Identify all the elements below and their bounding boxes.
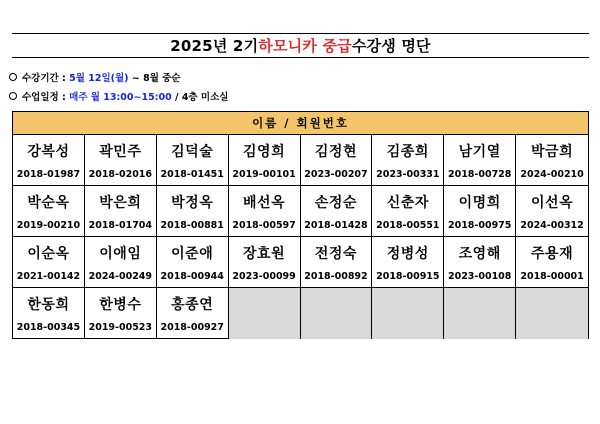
student-name: 박순옥 (27, 194, 70, 211)
student-name: 남기열 (458, 143, 501, 160)
student-cell (85, 186, 157, 237)
student-cell (13, 237, 85, 288)
info-schedule (9, 89, 228, 103)
student-cell (372, 237, 444, 288)
member-number: 2024-00249 (88, 270, 153, 282)
member-number: 2018-02016 (88, 168, 153, 180)
member-number: 2018-00728 (447, 168, 512, 180)
student-cell (516, 186, 588, 237)
member-number: 2024-00210 (520, 168, 584, 180)
student-name: 신춘자 (386, 194, 429, 211)
student-cell (13, 288, 85, 339)
member-number: 2021-00142 (16, 270, 81, 282)
student-name: 이선옥 (531, 194, 574, 211)
title-suffix: 수강생 명단 (351, 37, 431, 55)
student-name: 박정옥 (171, 194, 214, 211)
student-roster-table (12, 111, 589, 339)
period-start: 5월 12일(월) (69, 73, 129, 84)
member-number: 2019-00523 (88, 322, 153, 333)
student-name: 전정숙 (314, 245, 357, 262)
student-cell (301, 186, 373, 237)
student-name: 김정현 (314, 143, 357, 160)
bullet-circle-icon (9, 73, 17, 81)
student-cell (229, 135, 301, 186)
empty-cell (444, 288, 516, 339)
student-cell (516, 237, 588, 288)
student-name: 박금희 (531, 143, 574, 160)
student-cell (85, 288, 157, 339)
empty-cell (516, 288, 588, 339)
student-cell (372, 186, 444, 237)
schedule-label: 수업일정 : (22, 92, 66, 103)
student-name: 홍종연 (171, 297, 214, 313)
student-name: 강복성 (27, 143, 70, 160)
member-number: 2018-00915 (376, 270, 440, 282)
student-name: 장효원 (243, 245, 286, 262)
student-name: 곽민주 (99, 143, 142, 160)
student-cell (157, 288, 229, 339)
empty-cell (372, 288, 444, 339)
student-cell (157, 135, 229, 186)
student-cell (157, 237, 229, 288)
student-cell (516, 135, 588, 186)
student-cell (444, 186, 516, 237)
member-number: 2023-00108 (447, 270, 512, 282)
member-number: 2018-01451 (160, 168, 224, 180)
member-number: 2018-00944 (160, 270, 224, 282)
student-name: 한병수 (99, 297, 142, 313)
student-cell (229, 186, 301, 237)
student-name: 이애임 (99, 245, 142, 262)
title-highlight: 하모니카 중급 (258, 37, 352, 55)
member-number: 2018-00597 (232, 219, 296, 231)
student-name: 배선옥 (243, 194, 286, 211)
student-name: 이준애 (171, 245, 214, 262)
member-number: 2023-00207 (304, 168, 368, 180)
member-number: 2018-00001 (520, 270, 584, 282)
period-end: ~ 8월 중순 (131, 73, 181, 84)
info-period (9, 70, 181, 84)
empty-cell (229, 288, 301, 339)
student-cell (85, 135, 157, 186)
member-number: 2023-00331 (376, 168, 440, 180)
student-cell (13, 135, 85, 186)
roster-grid (13, 135, 588, 339)
member-number: 2018-00345 (16, 322, 81, 333)
student-cell (229, 237, 301, 288)
member-number: 2023-00099 (232, 270, 296, 282)
schedule-time: 매주 월 13:00~15:00 (69, 92, 172, 103)
student-cell (301, 237, 373, 288)
member-number: 2018-00551 (376, 219, 440, 231)
student-name: 정병성 (386, 245, 429, 262)
student-name: 한동희 (27, 297, 70, 313)
student-name: 조영해 (458, 245, 501, 262)
title-prefix: 2025년 2기 (170, 37, 259, 55)
student-cell (444, 237, 516, 288)
student-name: 김영희 (243, 143, 286, 160)
student-cell (372, 135, 444, 186)
student-cell (13, 186, 85, 237)
member-number: 2018-00927 (160, 322, 224, 333)
member-number: 2024-00312 (520, 219, 584, 231)
member-number: 2019-00210 (16, 219, 81, 231)
member-number: 2018-00975 (447, 219, 512, 231)
student-name: 손정순 (314, 194, 357, 211)
member-number: 2018-00881 (160, 219, 224, 231)
student-name: 김덕술 (171, 143, 214, 160)
page-title (12, 33, 589, 58)
student-name: 이명희 (458, 194, 501, 211)
student-name: 이순옥 (27, 245, 70, 262)
period-label: 수강기간 : (22, 73, 66, 84)
student-cell (444, 135, 516, 186)
member-number: 2018-01704 (88, 219, 153, 231)
member-number: 2018-00892 (304, 270, 368, 282)
bullet-circle-icon (9, 92, 17, 100)
student-cell (157, 186, 229, 237)
student-name: 김종희 (386, 143, 429, 160)
student-name: 주용재 (531, 245, 574, 262)
empty-cell (301, 288, 373, 339)
member-number: 2019-00101 (232, 168, 296, 180)
roster-header: 이름 / 회원번호 (13, 112, 588, 135)
member-number: 2018-01428 (304, 219, 368, 231)
student-cell (301, 135, 373, 186)
student-cell (85, 237, 157, 288)
student-name: 박은희 (99, 194, 142, 211)
member-number: 2018-01987 (16, 168, 81, 180)
schedule-room: / 4층 미소실 (175, 92, 229, 103)
